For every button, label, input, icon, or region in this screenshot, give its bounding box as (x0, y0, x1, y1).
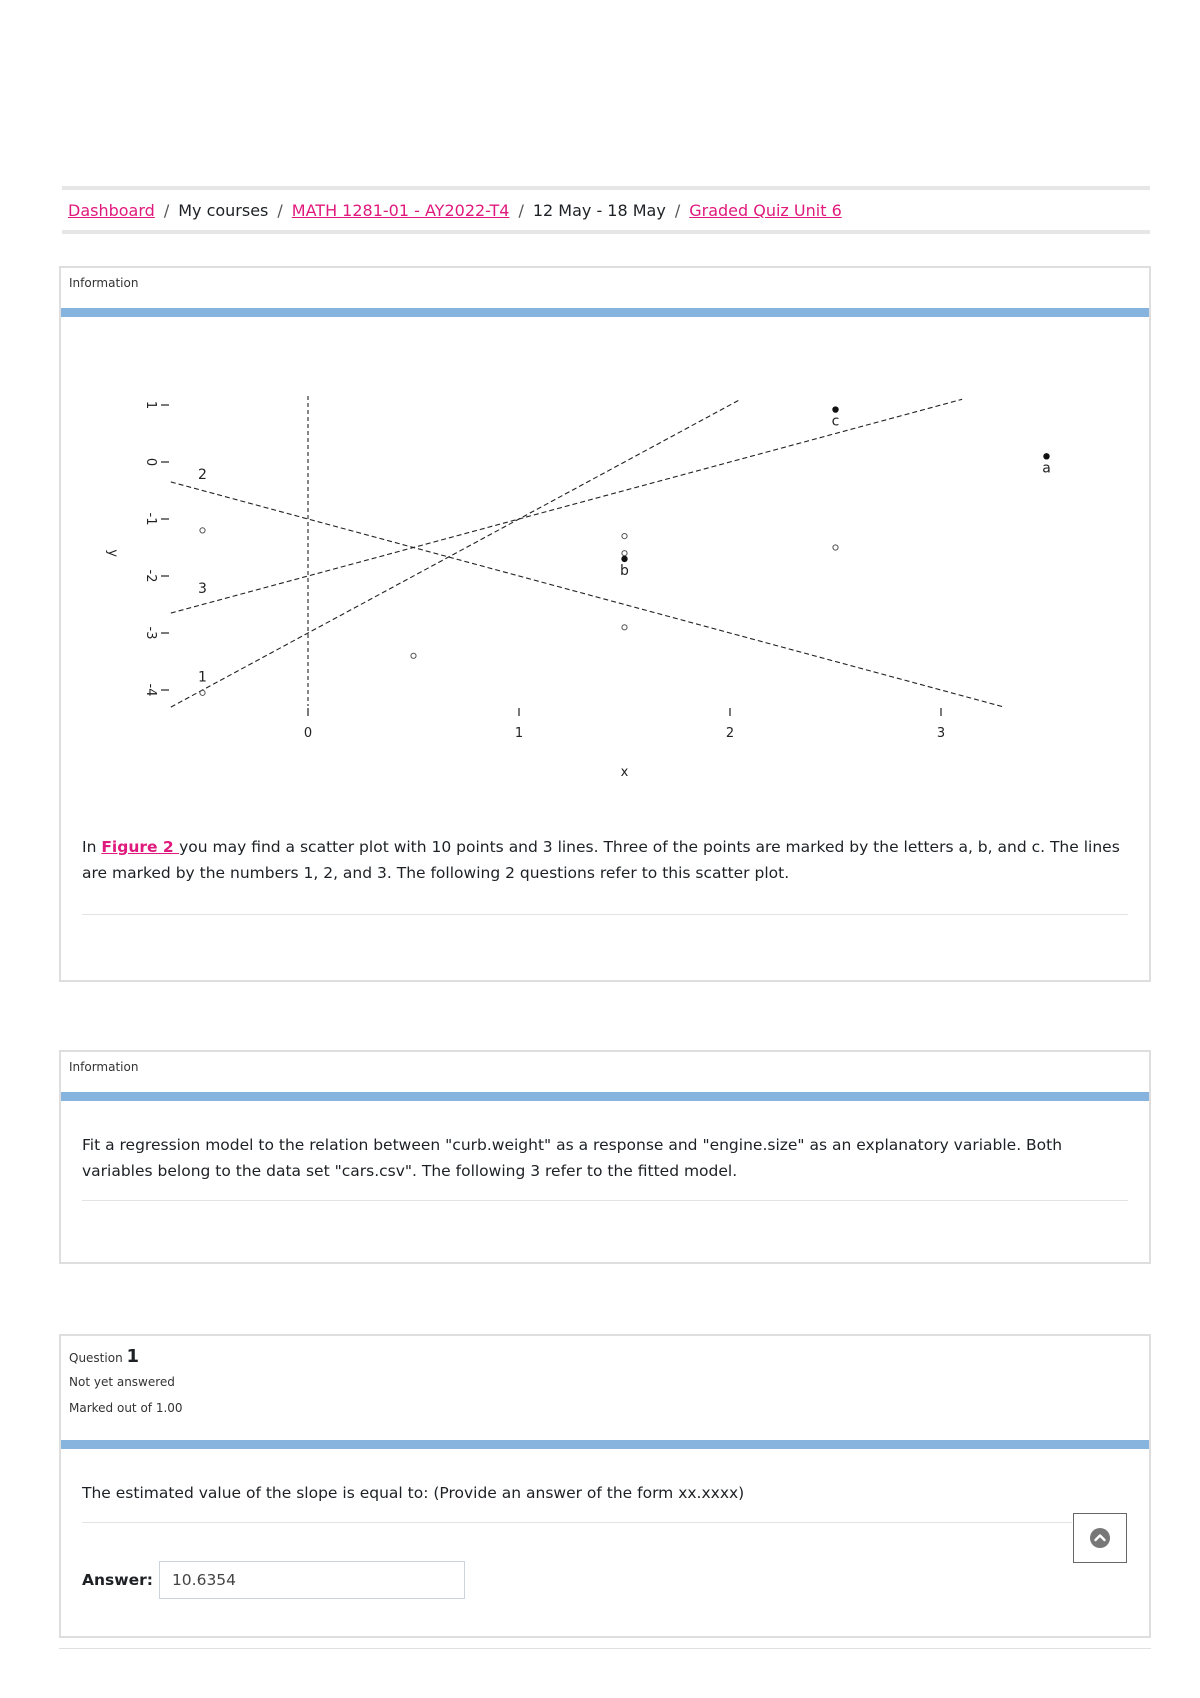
text-after: you may find a scatter plot with 10 points and 3 lines. Three of the points are marked by the letters a, b, and c. The lines are marked by the numbers 1, 2, and 3. The following 2 questions refer to this scatter plot. (82, 838, 1120, 882)
x-tick-label: 3 (936, 726, 946, 741)
information-header: Information (69, 1060, 139, 1074)
header-bar (61, 308, 1149, 317)
question-title (69, 1346, 1141, 1367)
data-point (622, 625, 627, 630)
x-tick-label: 1 (514, 726, 524, 741)
breadcrumb-separator: / (518, 200, 524, 220)
breadcrumb-my-courses: My courses (178, 200, 269, 220)
breadcrumb-dashboard[interactable]: Dashboard (68, 200, 155, 220)
breadcrumb-week: 12 May - 18 May (532, 200, 666, 220)
information-header: Information (69, 276, 139, 290)
data-point (833, 545, 838, 550)
breadcrumb-separator: / (674, 200, 681, 220)
breadcrumb (62, 186, 1150, 234)
information-text: Fit a regression model to the relation between "curb.weight" as a response and "engine.size" as an explanatory variable. Both variables belong to the data set "cars.csv". The following 3 refer to the fitted model. (82, 1136, 1063, 1180)
breadcrumb-course[interactable]: MATH 1281-01 - AY2022-T4 (291, 200, 510, 220)
divider (82, 1200, 1128, 1201)
divider (82, 1522, 1072, 1523)
y-axis-label: y (105, 549, 120, 558)
question-label: Question (69, 1351, 123, 1365)
data-point (622, 551, 627, 556)
line-2 (171, 482, 1004, 707)
point-b (621, 556, 627, 562)
line-label-3: 3 (198, 581, 207, 598)
information-text (82, 834, 1128, 886)
figure-2-link[interactable]: Figure 2 (101, 838, 180, 856)
breadcrumb-separator: / (163, 200, 170, 220)
header-bar (61, 1440, 1149, 1449)
line-1 (171, 399, 741, 707)
x-tick-label: 2 (725, 726, 735, 741)
y-tick-label: -1 (143, 512, 158, 526)
point-label-a: a (1042, 460, 1051, 477)
header-bar (61, 1092, 1149, 1101)
line-3 (171, 399, 962, 613)
answer-row (82, 1561, 1128, 1599)
answer-label: Answer: (82, 1571, 153, 1589)
point-label-b: b (620, 562, 629, 579)
point-a (1043, 453, 1049, 459)
point-label-c: c (831, 413, 840, 430)
breadcrumb-quiz[interactable]: Graded Quiz Unit 6 (689, 200, 842, 220)
y-tick-label: -4 (143, 683, 158, 697)
question-text: The estimated value of the slope is equal to: (Provide an answer of the form xx.xxxx) (82, 1484, 745, 1502)
y-tick-label: 0 (143, 457, 158, 467)
line-label-1: 1 (198, 669, 207, 686)
line-label-2: 2 (198, 467, 207, 484)
point-c (832, 406, 838, 412)
chevron-up-circle-icon (1089, 1527, 1111, 1549)
answer-input[interactable] (159, 1561, 465, 1599)
data-point (622, 534, 627, 539)
breadcrumb-separator: / (277, 200, 283, 220)
data-point (200, 690, 205, 695)
data-point (200, 528, 205, 533)
question-card (59, 1334, 1151, 1638)
information-card-regression (59, 1050, 1151, 1264)
question-status: Not yet answered (69, 1375, 175, 1389)
question-marks: Marked out of 1.00 (69, 1401, 183, 1415)
information-card-figure (59, 266, 1151, 982)
y-tick-label: 1 (143, 400, 158, 410)
bottom-divider (59, 1648, 1151, 1649)
scroll-to-top-button[interactable] (1073, 1513, 1127, 1563)
data-point (411, 653, 416, 658)
x-tick-label: 0 (303, 726, 313, 741)
y-tick-label: -2 (143, 569, 158, 583)
x-axis-label: x (620, 765, 629, 780)
question-number: 1 (126, 1346, 140, 1367)
y-tick-label: -3 (143, 626, 158, 640)
text-before: In (82, 838, 102, 856)
scatter-plot (61, 388, 1149, 828)
divider (82, 914, 1128, 915)
